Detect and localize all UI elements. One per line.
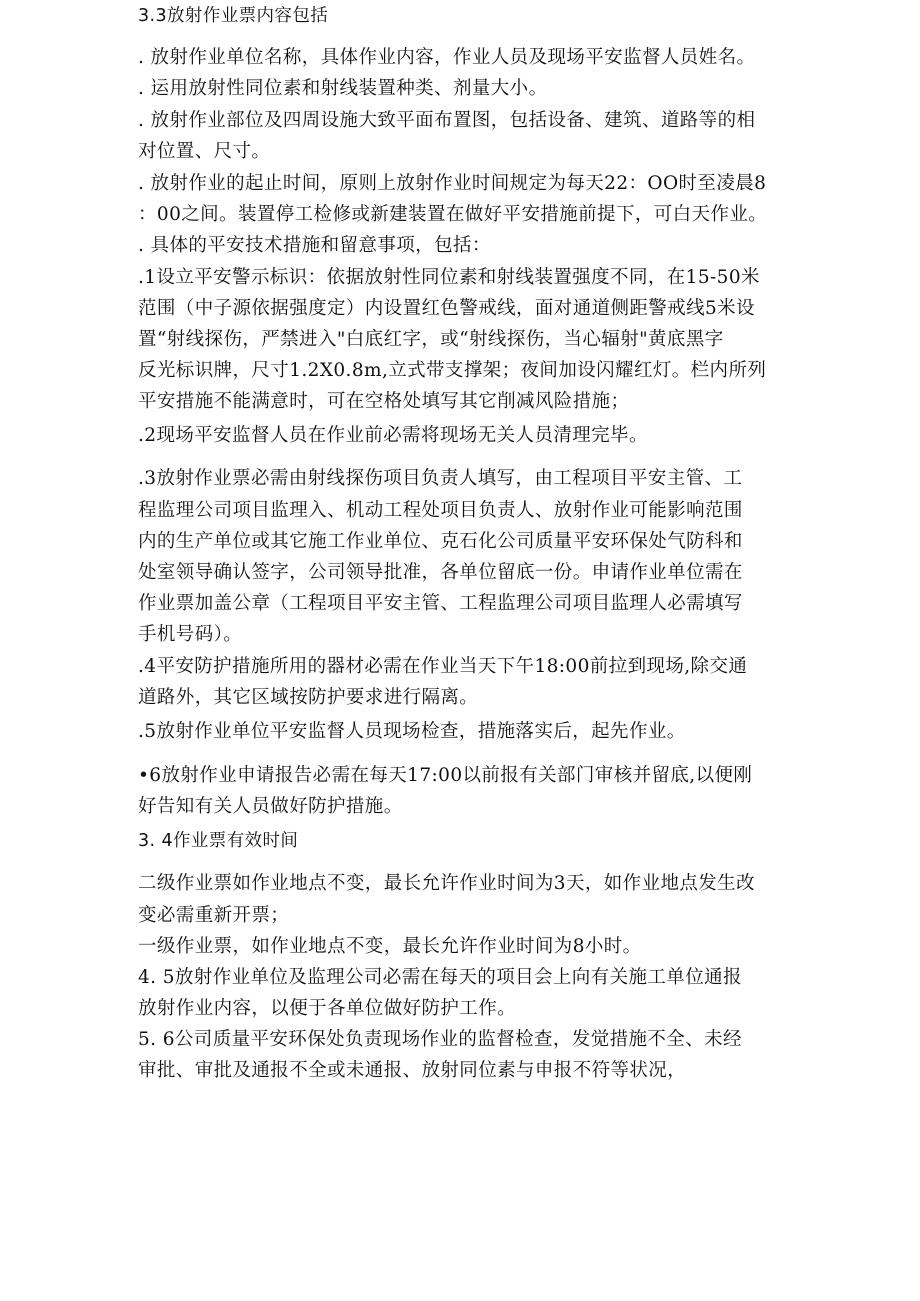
text-line: 道路外，其它区域按防护要求进行隔离。	[138, 687, 479, 708]
text-line: 平安措施不能满意时，可在空格处填写其它削减风险措施；	[138, 391, 630, 412]
text-line: .3放射作业票必需由射线探伤项目负责人填写，由工程项目平安主管、工	[138, 468, 743, 489]
text-line: .5放射作业单位平安监督人员现场检查，措施落实后，起先作业。	[138, 721, 686, 742]
text-line: 手机号码）。	[138, 624, 243, 645]
text-line: 作业票加盖公章（工程项目平安主管、工程监理公司项目监理人必需填写	[138, 593, 743, 614]
text-line: 5. 6公司质量平安环保处负责现场作业的监督检查，发觉措施不全、未经	[138, 1029, 742, 1050]
text-line: 置“射线探伤，严禁进入"白底红字，或“射线探伤，当心辐射"黄底黑字	[138, 329, 724, 350]
text-line: . 放射作业单位名称，具体作业内容，作业人员及现场平安监督人员姓名。	[138, 47, 756, 68]
text-line: 反光标识牌，尺寸1.2X0.8m,立式带支撑架；夜间加设闪耀红灯。栏内所列	[138, 360, 767, 381]
text-line: 审批、审批及通报不全或未通报、放射同位素与申报不符等状况，	[138, 1060, 687, 1081]
text-line: .2现场平安监督人员在作业前必需将现场无关人员清理完毕。	[138, 425, 648, 446]
text-line: 4. 5放射作业单位及监理公司必需在每天的项目会上向有关施工单位通报	[138, 967, 742, 988]
text-line: 处室领导确认签字，公司领导批准，各单位留底一份。申请作业单位需在	[138, 562, 743, 583]
section-heading: 3. 4作业票有效时间	[138, 831, 299, 851]
text-line: 内的生产单位或其它施工作业单位、克石化公司质量平安环保处气防科和	[138, 531, 743, 552]
text-line: 二级作业票如作业地点不变，最长允许作业时间为3天，如作业地点发生改	[138, 873, 755, 894]
text-line: •6放射作业申请报告必需在每天17:00以前报有关部门审核并留底,以便刚	[138, 765, 753, 786]
text-line: 程监理公司项目监理入、机动工程处项目负责人、放射作业可能影响范围	[138, 500, 743, 521]
text-line: 变必需重新开票；	[138, 905, 290, 926]
text-line: . 放射作业的起止时间，原则上放射作业时间规定为每天22：OO时至凌晨8	[138, 173, 767, 194]
text-line: .1设立平安警示标识：依据放射性同位素和射线装置强度不同，在15-50米	[138, 267, 760, 288]
text-line: . 具体的平安技术措施和留意事项，包括：	[138, 235, 491, 256]
text-line: . 放射作业部位及四周设施大致平面布置图，包括设备、建筑、道路等的相	[138, 110, 756, 131]
text-line: 对位置、尺寸。	[138, 141, 271, 162]
section-heading: 3.3放射作业票内容包括	[138, 6, 329, 26]
text-line: 好告知有关人员做好防护措施。	[138, 796, 403, 817]
text-line: 一级作业票，如作业地点不变，最长允许作业时间为8小时。	[138, 936, 642, 957]
text-line: ：00之间。装置停工检修或新建装置在做好平安措施前提下，可白天作业。	[138, 204, 768, 225]
text-line: .4平安防护措施所用的器材必需在作业当天下午18:00前拉到现场,除交通	[138, 656, 748, 677]
text-line: 放射作业内容，以便于各单位做好防护工作。	[138, 998, 517, 1019]
text-line: 范围（中子源依据强度定）内设置红色警戒线，面对通道侧距警戒线5米设	[138, 298, 755, 319]
text-line: . 运用放射性同位素和射线装置种类、剂量大小。	[138, 78, 548, 99]
